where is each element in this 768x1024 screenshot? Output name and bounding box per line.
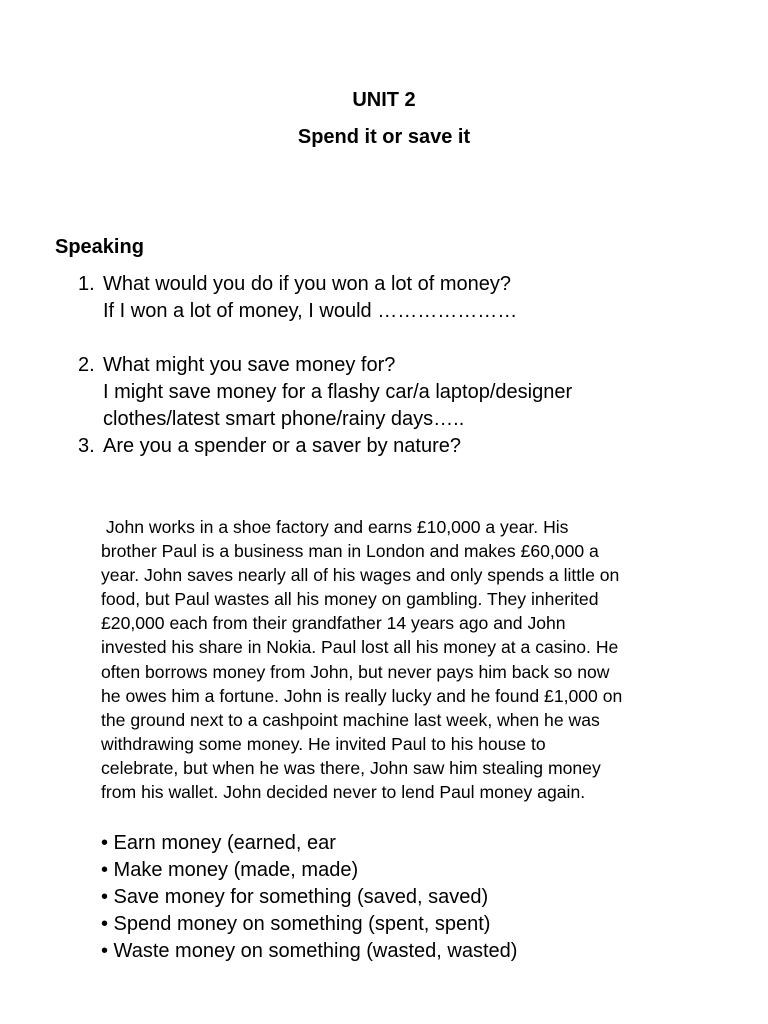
unit-title: UNIT 2 (352, 89, 416, 111)
vocabulary-item: • Earn money (earned, ear (101, 832, 336, 854)
passage-line: the ground next to a cashpoint machine last week, when he was (101, 709, 600, 730)
unit-subtitle: Spend it or save it (297, 126, 471, 148)
passage-line: year. John saves nearly all of his wages and only spends a little on (101, 565, 620, 586)
answer-prompt: clothes/latest smart phone/rainy days….. (103, 408, 465, 430)
vocabulary-item: • Make money (made, made) (101, 859, 359, 881)
vocabulary-item: • Spend money on something (spent, spent) (101, 913, 491, 935)
answer-prompt: If I won a lot of money, I would ………………… (103, 300, 518, 322)
passage-line: food, but Paul wastes all his money on gambling. They inherited (101, 589, 599, 610)
passage-line: he owes him a fortune. John is really lucky and he found £1,000 on (101, 685, 623, 706)
question-text: What would you do if you won a lot of money? (103, 273, 512, 295)
reading-passage (101, 515, 721, 804)
passage-line: £20,000 each from their grandfather 14 years ago and John (101, 613, 566, 634)
vocabulary-list (101, 830, 721, 965)
vocabulary-item: • Save money for something (saved, saved) (101, 886, 489, 908)
passage-line: celebrate, but when he was there, John saw him stealing money (101, 757, 601, 778)
passage-line: from his wallet. John decided never to lend Paul money again. (101, 782, 586, 803)
passage-line: often borrows money from John, but never pays him back so now (101, 661, 610, 682)
passage-line: withdrawing some money. He invited Paul to his house to (101, 733, 546, 754)
passage-line: John works in a shoe factory and earns £10,000 a year. His (101, 517, 569, 537)
question-2 (78, 352, 698, 433)
question-1 (78, 271, 698, 325)
answer-prompt: I might save money for a flashy car/a laptop/designer (103, 381, 573, 403)
question-text: Are you a spender or a saver by nature? (103, 435, 461, 457)
question-3 (78, 433, 698, 460)
question-text: What might you save money for? (103, 354, 396, 376)
passage-line: invested his share in Nokia. Paul lost all his money at a casino. He (101, 637, 619, 658)
question-number: 1. (78, 273, 95, 295)
question-number: 2. (78, 354, 95, 376)
passage-line: brother Paul is a business man in London and makes £60,000 a (101, 541, 599, 562)
question-number: 3. (78, 435, 95, 457)
speaking-questions (78, 271, 698, 460)
vocabulary-item: • Waste money on something (wasted, wasted) (101, 940, 518, 962)
speaking-heading: Speaking (55, 236, 144, 258)
